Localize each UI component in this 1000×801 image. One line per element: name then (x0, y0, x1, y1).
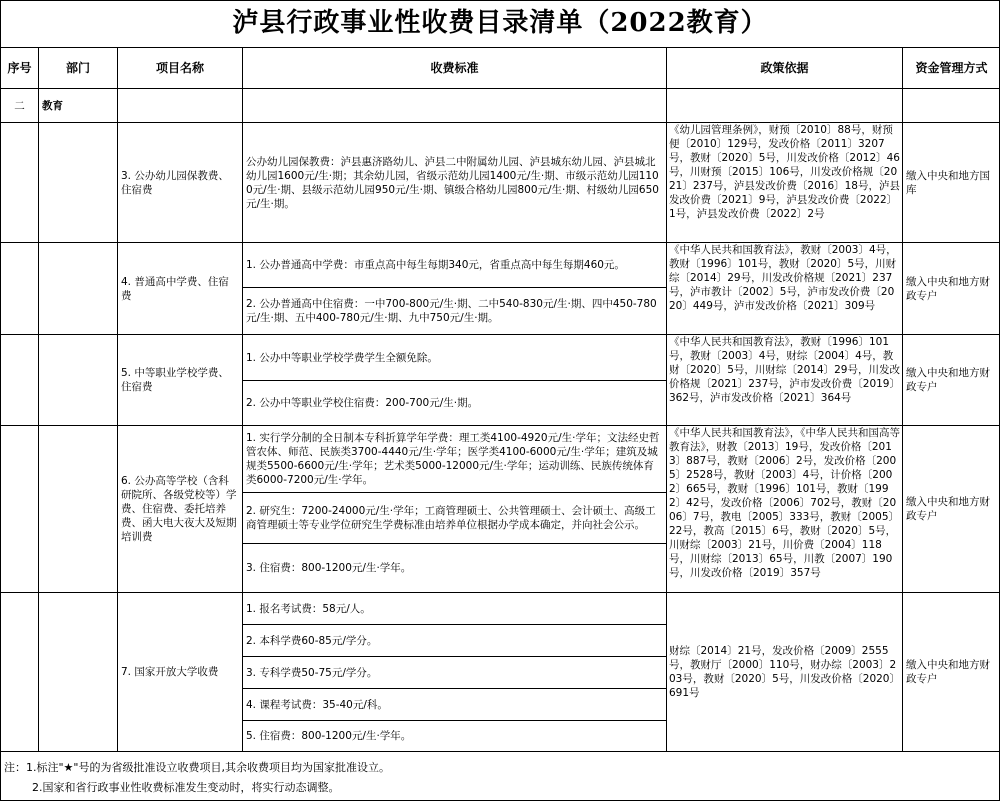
footnote-2: 2.国家和省行政事业性收费标准发生变动时，将实行动态调整。 (32, 781, 340, 794)
table-row (1, 426, 1000, 493)
section-seq: 二 (1, 89, 39, 123)
fee-standard: 2. 公办中等职业学校住宿费：200-700元/生·期。 (243, 381, 667, 426)
header-standard: 收费标准 (243, 48, 667, 89)
fund-management: 缴入中央和地方财政专户 (903, 593, 1000, 752)
item-name: 4. 普通高中学费、住宿费 (118, 243, 243, 335)
fee-table (0, 47, 1000, 752)
header-fund: 资金管理方式 (903, 48, 1000, 89)
footnotes (0, 758, 1000, 800)
fund-management: 缴入中央和地方财政专户 (903, 243, 1000, 335)
item-name: 5. 中等职业学校学费、住宿费 (118, 335, 243, 426)
header-dept: 部门 (39, 48, 118, 89)
fee-standard: 1. 公办中等职业学校学费学生全额免除。 (243, 335, 667, 381)
table-row (1, 335, 1000, 381)
fee-standard: 3. 住宿费：800-1200元/生·学年。 (243, 544, 667, 593)
item-name: 3. 公办幼儿园保教费、住宿费 (118, 123, 243, 243)
table-row (1, 123, 1000, 243)
fee-standard: 4. 课程考试费：35-40元/科。 (243, 689, 667, 721)
policy-basis: 《中华人民共和国教育法》，教财〔1996〕101号，教财〔2003〕4号，财综〔2004〕4号，教财〔2020〕5号，川财综〔2014〕29号，川发改价格规〔2021〕237号，泸市发改价费〔2019〕362号，泸市发改价格〔2021〕364号 (667, 335, 903, 426)
header-policy: 政策依据 (667, 48, 903, 89)
fee-standard: 2. 公办普通高中住宿费：一中700-800元/生·期、二中540-830元/生·期、四中450-780元/生·期、五中400-780元/生·期、九中750元/生·期。 (243, 288, 667, 335)
policy-basis: 《中华人民共和国教育法》，教财〔2003〕4号，教财〔1996〕101号，教财〔2020〕5号，川财综〔2014〕29号，川发改价格规〔2021〕237号，泸市教计〔2002〕5号，泸市发改价费〔2020〕449号，泸市发改价格〔2021〕309号 (667, 243, 903, 335)
fee-standard: 2. 研究生：7200-24000元/生·学年；工商管理硕士、公共管理硕士、会计硕士、高级工商管理硕士等专业学位研究生学费标准由培养单位根据办学成本确定，并向社会公示。 (243, 493, 667, 544)
policy-basis: 《幼儿园管理条例》，财预〔2010〕88号，财预便〔2010〕129号，发改价格〔2011〕3207号，教财〔2020〕5号，川发改价格〔2012〕46号，川财预〔2015〕106号，川发改价格规〔2021〕237号，泸县发改价费〔2016〕18号，泸县发改价费〔2021〕9号，泸县发改价费〔2022〕1号，泸县发改价费〔2022〕2号 (667, 123, 903, 243)
section-row (1, 89, 1000, 123)
fee-standard: 3. 专科学费50-75元/学分。 (243, 657, 667, 689)
fee-standard: 2. 本科学费60-85元/学分。 (243, 625, 667, 657)
policy-basis: 财综〔2014〕21号，发改价格〔2009〕2555号，教财厅〔2000〕110号，财办综〔2003〕203号，教财〔2020〕5号，川发改价格〔2020〕691号 (667, 593, 903, 752)
table-row (1, 593, 1000, 625)
fee-standard: 5. 住宿费：800-1200元/生·学年。 (243, 721, 667, 752)
table-row (1, 243, 1000, 288)
fee-standard: 公办幼儿园保教费：泸县惠济路幼儿、泸县二中附属幼儿园、泸县城东幼儿园、泸县城北幼儿园1600元/生·期；其余幼儿园，省级示范幼儿园1400元/生·期、市级示范幼儿园1100元/生·期、县级示范幼儿园950元/生·期、镇级合格幼儿园800元/生·期、村级幼儿园650元/生·期。 (243, 123, 667, 243)
fee-standard: 1. 报名考试费：58元/人。 (243, 593, 667, 625)
policy-basis: 《中华人民共和国教育法》，《中华人民共和国高等教育法》，财教〔2013〕19号，发改价格〔2013〕887号，教财〔2006〕2号，发改价格〔2005〕2528号，教财〔2003〕4号，计价格〔2002〕665号，教财〔1996〕101号，教财〔1992〕42号，发改价格〔2006〕702号，教财〔2006〕7号，教电〔2005〕333号，教财〔2005〕22号，教高〔2015〕6号，教财〔2020〕5号，川财综〔2003〕21号，川价费〔2004〕118号，川财综〔2013〕65号，川教〔2007〕190号，川发改价格〔2019〕357号 (667, 426, 903, 593)
fund-management: 缴入中央和地方财政专户 (903, 335, 1000, 426)
fee-standard: 1. 实行学分制的全日制本专科折算学年学费：理工类4100-4920元/生·学年；文法经史哲管农体、师范、民族类3700-4440元/生·学年；医学类4100-6000元/生·学年；建筑及城规类5500-6600元/生·学年；艺术类5000-12000元/生·学年；运动训练、民族传统体育类6000-7200元/生·学年。 (243, 426, 667, 493)
item-name: 6. 公办高等学校（含科研院所、各级党校等）学费、住宿费、委托培养费、函大电大夜大及短期培训费 (118, 426, 243, 593)
section-name: 教育 (39, 89, 118, 123)
footnote-1: 注：1.标注"★"号的为省级批准设立收费项目,其余收费项目均为国家批准设立。 (4, 761, 390, 774)
header-row (1, 48, 1000, 89)
page-title: 泸县行政事业性收费目录清单（2022教育） (232, 8, 768, 38)
fee-standard: 1. 公办普通高中学费：市重点高中每生每期340元，省重点高中每生每期460元。 (243, 243, 667, 288)
header-seq: 序号 (1, 48, 39, 89)
fund-management: 缴入中央和地方财政专户 (903, 426, 1000, 593)
header-item: 项目名称 (118, 48, 243, 89)
item-name: 7. 国家开放大学收费 (118, 593, 243, 752)
fund-management: 缴入中央和地方国库 (903, 123, 1000, 243)
